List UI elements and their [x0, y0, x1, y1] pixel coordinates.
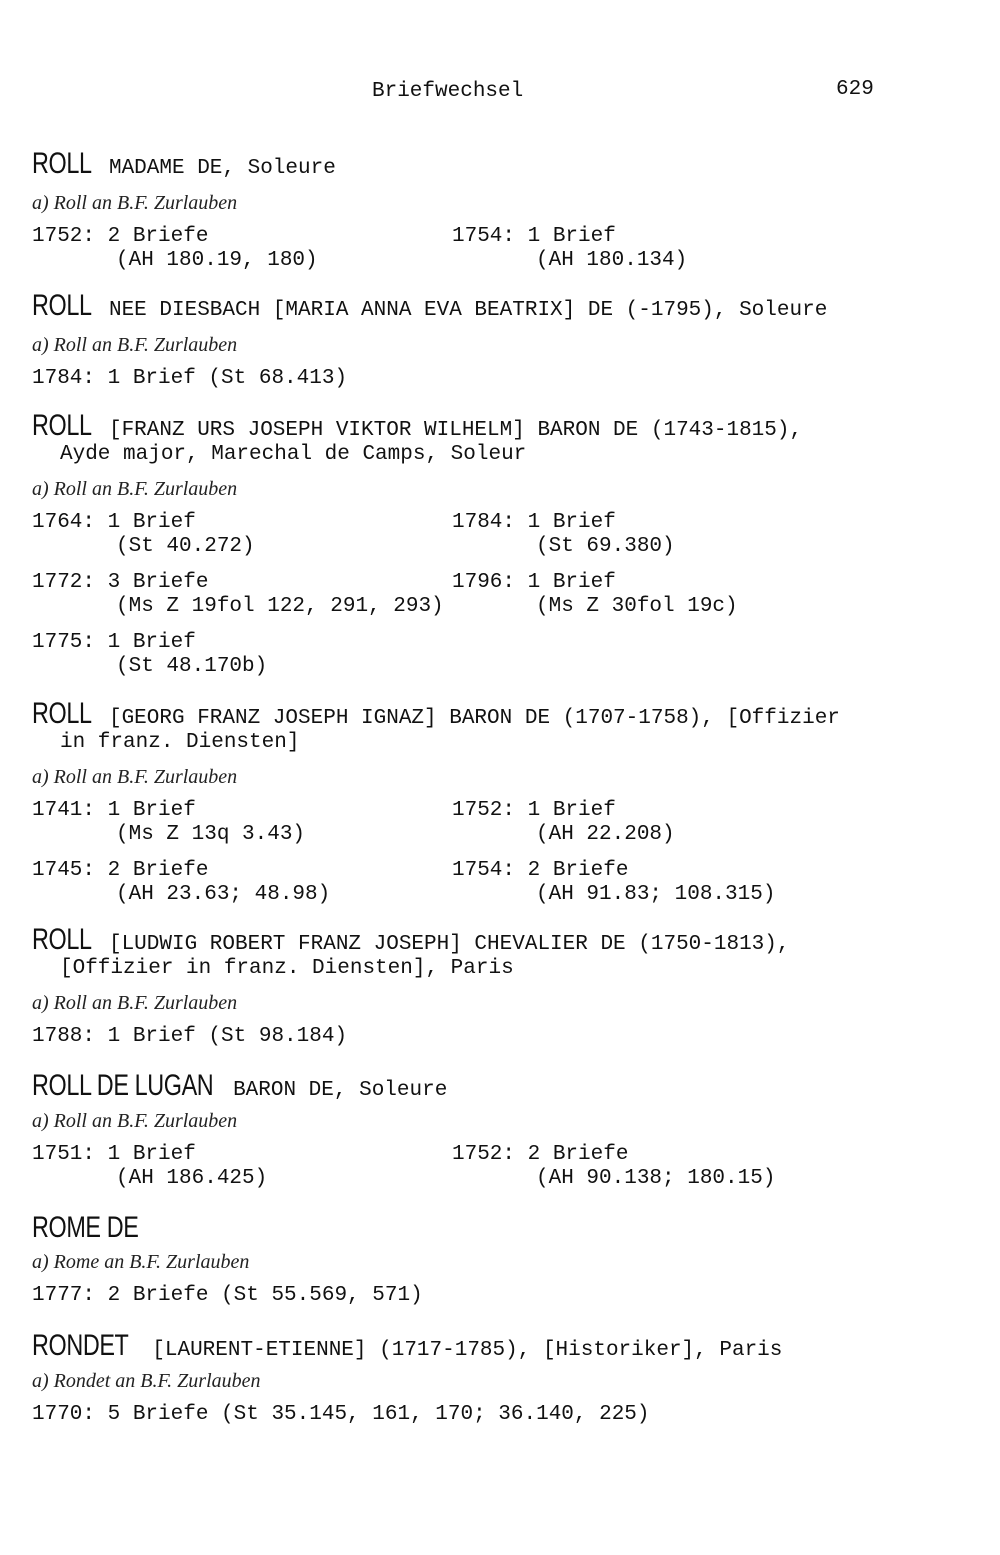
- entry-heading: [32, 1212, 962, 1244]
- record-count: 1 Brief: [515, 571, 616, 594]
- record-reference: (St 40.272): [116, 535, 255, 558]
- correspondent-name: ROLL: [32, 409, 92, 442]
- correspondent-name: RONDET: [32, 1329, 129, 1362]
- record-year: 1788:: [32, 1025, 96, 1048]
- letter-direction: a) Roll an B.F. Zurlauben: [32, 478, 238, 500]
- entry-heading: [32, 1330, 962, 1363]
- page-number: 629: [836, 78, 874, 101]
- record-year: 1752:: [452, 799, 516, 822]
- letter-direction: a) Roll an B.F. Zurlauben: [32, 334, 238, 356]
- letter-records: [32, 1403, 962, 1429]
- record-reference: (Ms Z 30fol 19c): [536, 595, 738, 618]
- entry-heading: [32, 1070, 962, 1103]
- entry-heading: [32, 148, 962, 181]
- record-year: 1772:: [32, 571, 96, 594]
- correspondent-details-continued: in franz. Diensten]: [60, 731, 300, 754]
- letter-record: [452, 799, 675, 847]
- record-reference: (AH 23.63; 48.98): [116, 883, 331, 906]
- letter-record: [32, 1143, 267, 1191]
- record-reference: (St 69.380): [536, 535, 675, 558]
- record-reference: (AH 90.138; 180.15): [536, 1167, 776, 1190]
- record-year: 1770:: [32, 1403, 96, 1426]
- entry-heading: [32, 924, 962, 957]
- record-count: 2 Briefe: [95, 859, 209, 882]
- letter-record: [32, 799, 305, 847]
- record-year: 1777:: [32, 1284, 96, 1307]
- letter-direction: a) Roll an B.F. Zurlauben: [32, 1110, 238, 1132]
- record-year: 1752:: [32, 225, 96, 248]
- letter-record: [452, 571, 738, 619]
- record-count: 1 Brief (St 68.413): [95, 367, 348, 390]
- letter-record: [32, 511, 255, 559]
- record-reference: (Ms Z 13q 3.43): [116, 823, 306, 846]
- correspondent-entry: [32, 148, 962, 277]
- correspondent-details: [LAURENT-ETIENNE] (1717-1785), [Historiker], Paris: [139, 1339, 783, 1362]
- letter-record: [32, 859, 330, 907]
- correspondent-details: [LUDWIG ROBERT FRANZ JOSEPH] CHEVALIER DE (1750-1813),: [96, 933, 790, 956]
- correspondent-name: ROLL DE LUGAN: [32, 1069, 214, 1102]
- record-year: 1741:: [32, 799, 96, 822]
- correspondent-entry: [32, 290, 962, 393]
- record-count: 5 Briefe (St 35.145, 161, 170; 36.140, 225): [95, 1403, 650, 1426]
- letter-record: [32, 225, 318, 273]
- entry-heading: [32, 698, 962, 731]
- correspondent-name: ROLL: [32, 147, 92, 180]
- letter-direction: a) Roll an B.F. Zurlauben: [32, 992, 238, 1014]
- record-count: 2 Briefe: [515, 1143, 629, 1166]
- record-year: 1784:: [32, 367, 96, 390]
- record-count: 1 Brief: [515, 799, 616, 822]
- record-reference: (AH 186.425): [116, 1167, 268, 1190]
- record-count: 1 Brief: [95, 799, 196, 822]
- entry-heading: [32, 290, 962, 323]
- correspondent-entry: [32, 1330, 962, 1429]
- letter-direction: a) Rondet an B.F. Zurlauben: [32, 1370, 261, 1392]
- correspondent-entry: [32, 924, 962, 1051]
- record-reference: (AH 180.19, 180): [116, 249, 318, 272]
- letter-record: [452, 511, 675, 559]
- correspondent-details: NEE DIESBACH [MARIA ANNA EVA BEATRIX] DE (-1795), Soleure: [96, 299, 828, 322]
- correspondent-name: ROME DE: [32, 1211, 139, 1244]
- letter-record: [32, 631, 267, 679]
- record-reference: (AH 22.208): [536, 823, 675, 846]
- record-count: 2 Briefe: [95, 225, 209, 248]
- record-year: 1775:: [32, 631, 96, 654]
- letter-records: [32, 511, 962, 681]
- record-count: 1 Brief: [515, 511, 616, 534]
- letter-record: [452, 859, 775, 907]
- correspondent-entry: [32, 1212, 962, 1310]
- letter-records: [32, 1284, 962, 1310]
- correspondent-details: BARON DE, Soleure: [220, 1079, 448, 1102]
- correspondent-entry: [32, 698, 962, 909]
- correspondent-details: [FRANZ URS JOSEPH VIKTOR WILHELM] BARON DE (1743-1815),: [96, 419, 803, 442]
- letter-record: [452, 1143, 775, 1191]
- correspondent-entry: [32, 1070, 962, 1195]
- record-count: 1 Brief (St 98.184): [95, 1025, 348, 1048]
- record-count: 3 Briefe: [95, 571, 209, 594]
- letter-records: [32, 1025, 962, 1051]
- record-count: 1 Brief: [95, 631, 196, 654]
- letter-record: [32, 571, 444, 619]
- letter-records: [32, 225, 962, 277]
- running-header-title: Briefwechsel: [372, 80, 524, 103]
- letter-record: [32, 1025, 347, 1049]
- record-year: 1752:: [452, 1143, 516, 1166]
- correspondent-details: [GEORG FRANZ JOSEPH IGNAZ] BARON DE (1707-1758), [Offizier: [96, 707, 840, 730]
- record-reference: (AH 91.83; 108.315): [536, 883, 776, 906]
- correspondent-details-continued: [Offizier in franz. Diensten], Paris: [60, 957, 514, 980]
- record-reference: (St 48.170b): [116, 655, 268, 678]
- correspondent-name: ROLL: [32, 923, 92, 956]
- correspondent-details: MADAME DE, Soleure: [96, 157, 336, 180]
- record-count: 2 Briefe (St 55.569, 571): [95, 1284, 423, 1307]
- correspondent-entry: [32, 410, 962, 681]
- record-count: 1 Brief: [95, 1143, 196, 1166]
- record-year: 1796:: [452, 571, 516, 594]
- record-year: 1764:: [32, 511, 96, 534]
- record-count: 2 Briefe: [515, 859, 629, 882]
- record-count: 1 Brief: [95, 511, 196, 534]
- letter-record: [452, 225, 687, 273]
- correspondent-name: ROLL: [32, 697, 92, 730]
- letter-records: [32, 367, 962, 393]
- letter-direction: a) Roll an B.F. Zurlauben: [32, 192, 238, 214]
- correspondent-details-continued: Ayde major, Marechal de Camps, Soleur: [60, 443, 527, 466]
- letter-record: [32, 1284, 423, 1308]
- letter-records: [32, 799, 962, 909]
- letter-direction: a) Roll an B.F. Zurlauben: [32, 766, 238, 788]
- record-year: 1784:: [452, 511, 516, 534]
- record-count: 1 Brief: [515, 225, 616, 248]
- record-year: 1754:: [452, 859, 516, 882]
- entry-heading: [32, 410, 962, 443]
- record-reference: (AH 180.134): [536, 249, 688, 272]
- letter-records: [32, 1143, 962, 1195]
- correspondent-name: ROLL: [32, 289, 92, 322]
- record-year: 1745:: [32, 859, 96, 882]
- record-reference: (Ms Z 19fol 122, 291, 293): [116, 595, 444, 618]
- letter-direction: a) Rome an B.F. Zurlauben: [32, 1251, 250, 1273]
- record-year: 1754:: [452, 225, 516, 248]
- letter-record: [32, 1403, 650, 1427]
- letter-record: [32, 367, 347, 391]
- record-year: 1751:: [32, 1143, 96, 1166]
